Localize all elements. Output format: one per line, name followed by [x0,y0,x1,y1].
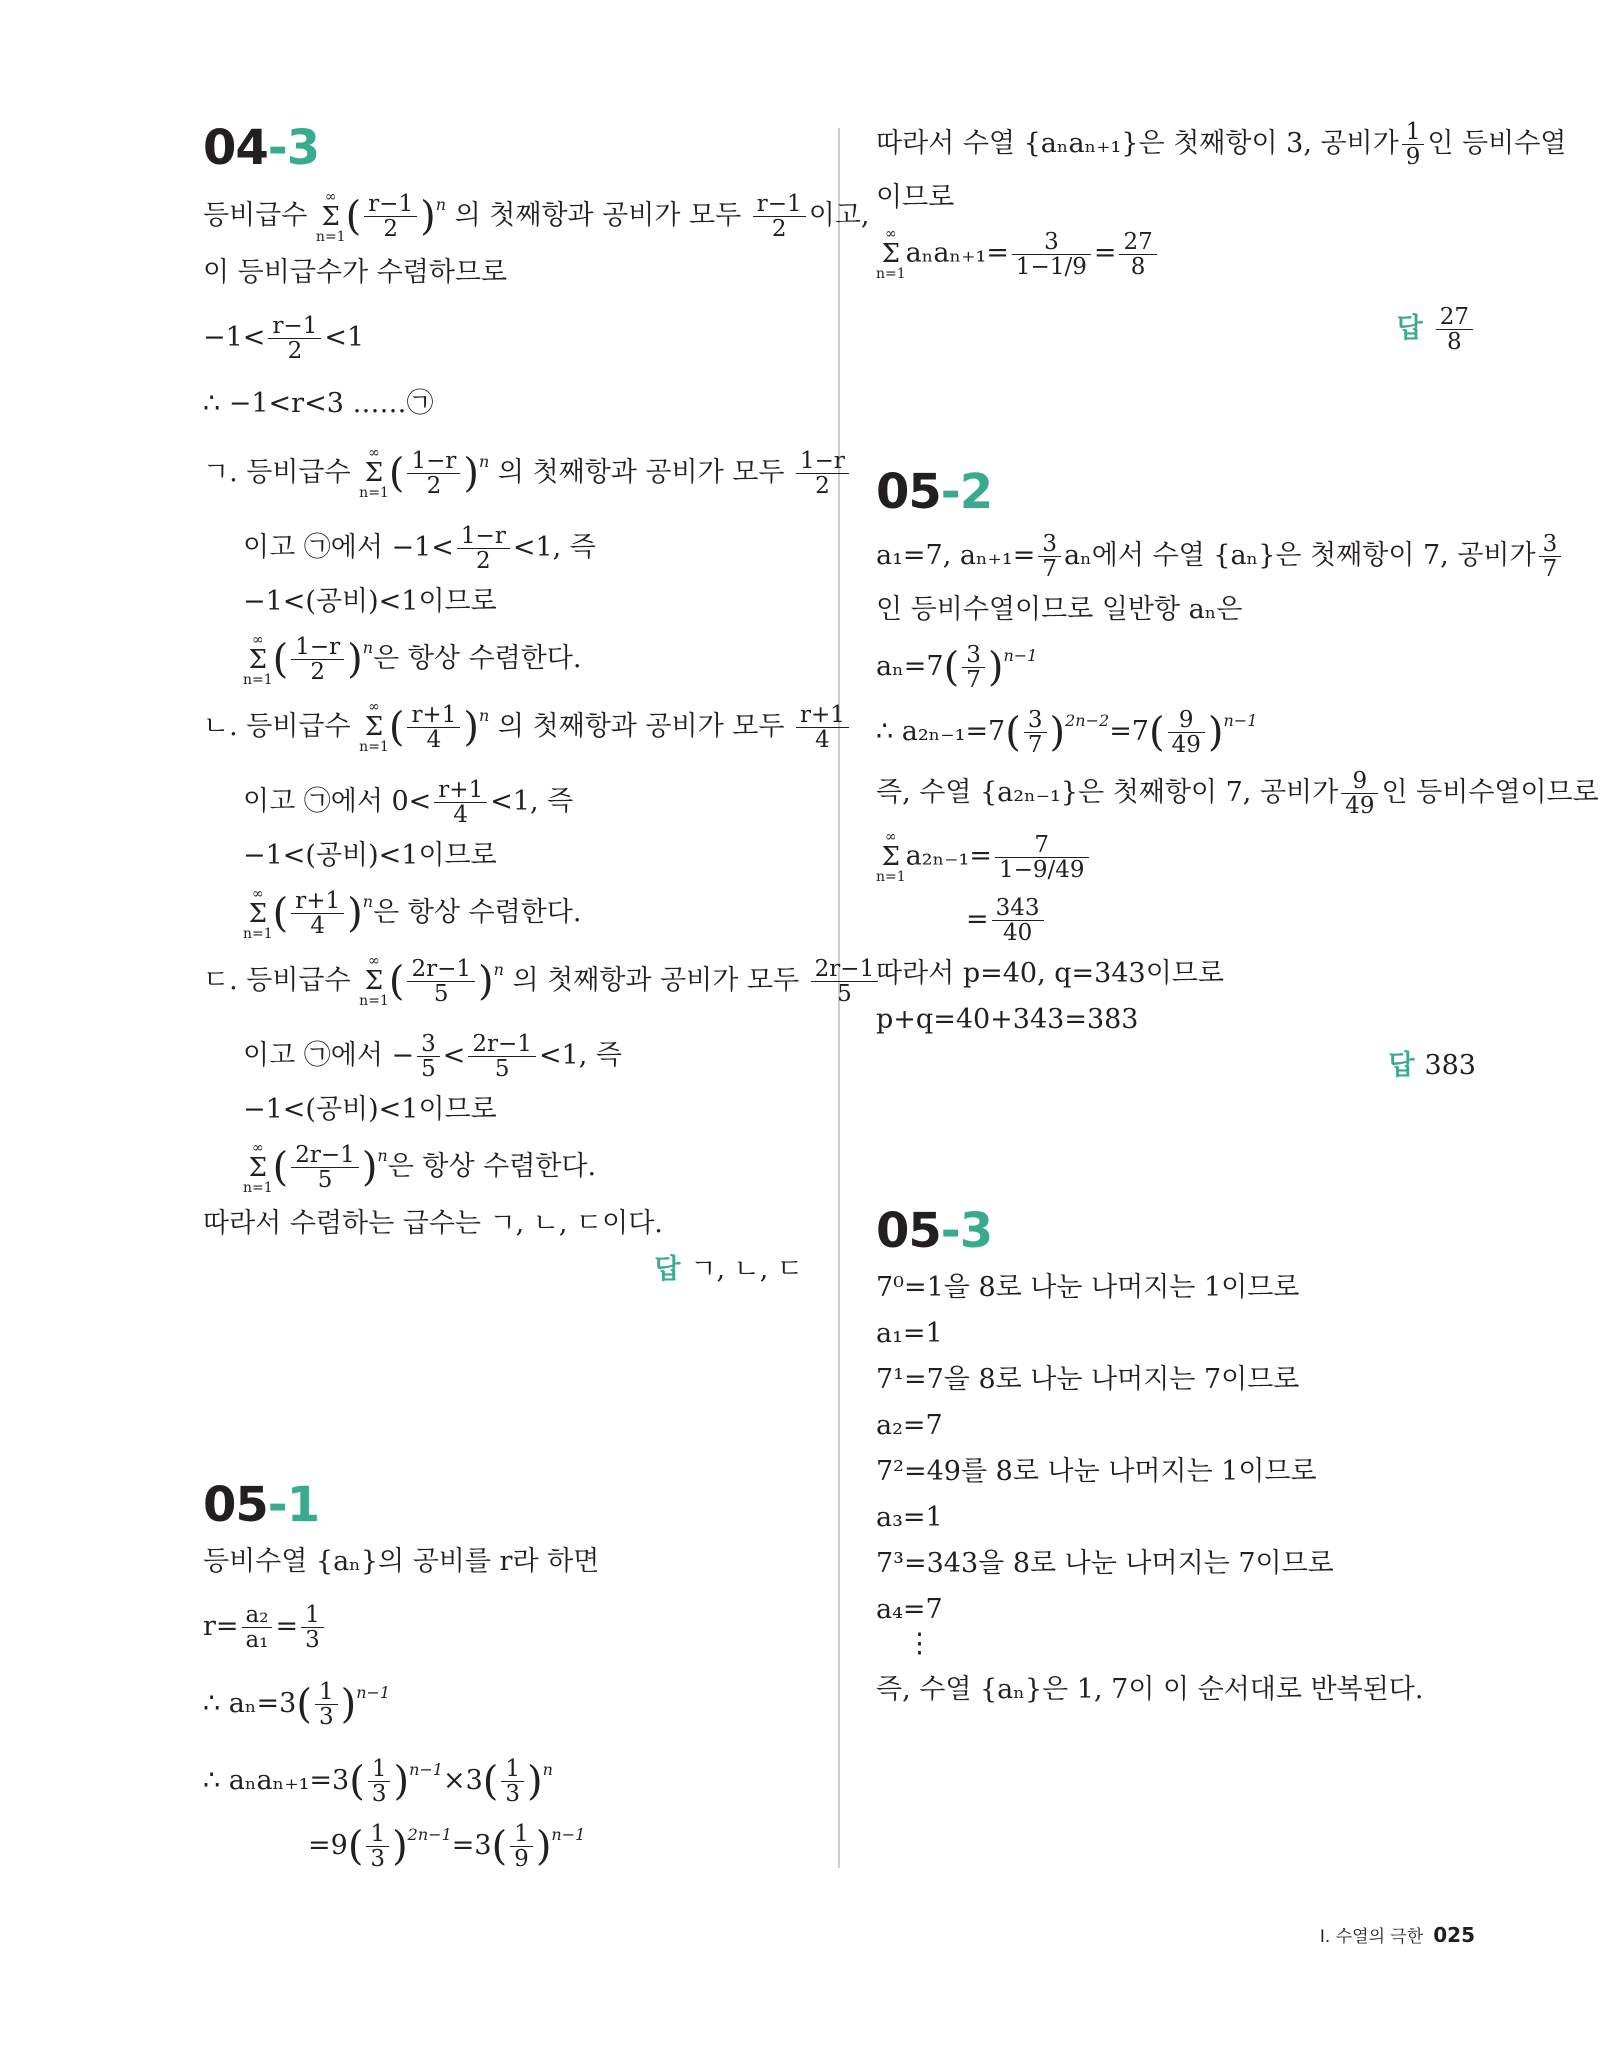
heading-num: 04 [203,120,268,176]
fraction: $\frac{2r-1}{5}$ [407,957,475,1006]
page-number: 025 [1433,1923,1475,1947]
sigma-symbol: ∞ Σ n=1 [359,953,389,1009]
fraction: $\frac{r+1}{4}$ [291,889,344,938]
fraction: $\frac{r+1}{4}$ [434,778,487,827]
fraction: $\frac{2r-1}{5}$ [291,1143,359,1192]
page-footer [1320,1922,1475,1947]
fraction: $\frac{r+1}{4}$ [407,703,460,752]
line: ∞ Σ n=1aₙaₙ₊₁= $\frac{3}{1-1/9}$ = $\frac{27}{8}$ [876,227,1476,281]
right-column [876,119,1599,1707]
ellipsis: ⋮ [906,1628,933,1659]
fraction: $\frac{1}{3}$ [501,1757,524,1806]
line: 즉, 수열 {a₂ₙ₋₁}은 첫째항이 7, 공비가 $\frac{9}{49}$ 인 등비수열이므로 [876,768,1599,819]
chapter-label: Ⅰ. 수열의 극한 [1319,1927,1424,1947]
line: a₁=1 [876,1318,943,1349]
heading-05-1: 05-1 [203,1476,320,1533]
fraction: $\frac{1}{3}$ [301,1603,324,1652]
heading-sub: 3 [286,120,320,176]
fraction: $\frac{2r-1}{5}$ [468,1032,536,1081]
line-p2: 이 등비급수가 수렴하므로 [203,256,508,288]
fraction: $\frac{1-r}{2}$ [407,449,460,498]
answer-05-2: 답 383 [1388,1050,1476,1081]
line-ineq: −1< $\frac{r-1}{2}$ <1 [203,312,365,364]
fraction: $\frac{1}{9}$ [1402,120,1425,169]
line: ∞ Σ n=1( $\frac{1-r}{2}$ )$^n$은 항상 수렴한다. [243,631,582,688]
line: 이므로 [876,182,955,213]
left-column [203,120,875,1872]
sigma-symbol: ∞ Σ n=1 [359,699,389,755]
line: 7¹=7을 8로 나눈 나머지는 7이므로 [876,1364,1300,1395]
line: 7²=49를 8로 나눈 나머지는 1이므로 [876,1456,1317,1487]
line: = $\frac{343}{40}$ [876,896,1476,945]
line: −1<(공비)<1이므로 [243,586,497,617]
fraction: $\frac{3}{5}$ [417,1032,440,1081]
line: 이고 ㉠에서 − $\frac{3}{5}$ < $\frac{2r-1}{5}$ <1, 즉 [243,1031,622,1082]
sigma-symbol: ∞ Σ n=1 [876,829,906,885]
fraction: $\frac{\text{a₂}}{\text{a₁}}$ [242,1603,273,1652]
item-nieun: ㄴ. 등비급수 ∞ Σ n=1( $\frac{r+1}{4}$ )$^n$ 의 첫째항과 공비가 모두 $\frac{r+1}{4}$ [203,699,803,755]
line: 따라서 수열 {aₙaₙ₊₁}은 첫째항이 3, 공비가 $\frac{1}{9}$ 인 등비수열 [876,119,1567,170]
answer-05-1: 답 $\frac{27}{8}$ [876,305,1476,354]
line: −1<(공비)<1이므로 [243,840,497,871]
line: p+q=40+343=383 [876,1004,1139,1035]
line: ∴ aₙ=3( $\frac{1}{3}$ )$^{n-1}$ [203,1678,391,1730]
fraction: $\frac{r-1}{2}$ [268,314,321,363]
heading-dash: - [267,120,287,176]
sigma-symbol: ∞ Σ n=1 [876,226,906,282]
fraction: $\frac{1}{3}$ [366,1822,389,1871]
heading-05-2: 05-2 [876,464,993,520]
conclusion: 따라서 수렴하는 급수는 ㄱ, ㄴ, ㄷ이다. [203,1207,663,1239]
fraction: $\frac{3}{7}$ [962,643,985,692]
line: =9( $\frac{1}{3}$ )$^{2n-1}$=3( $\frac{1}{9}$ )$^{n-1}$ [308,1820,586,1872]
fraction: $\frac{343}{40}$ [992,896,1044,945]
fraction: $\frac{27}{8}$ [1436,305,1473,354]
fraction: $\frac{r-1}{2}$ [364,192,417,241]
text: 등비급수 [203,200,308,231]
fraction: $\frac{1-r}{2}$ [457,524,510,573]
fraction: $\frac{1-r}{2}$ [796,449,849,498]
line: a₂=7 [876,1410,943,1441]
fraction: $\frac{7}{1-9/49}$ [995,833,1089,882]
fraction: $\frac{2r-1}{5}$ [811,957,879,1006]
fraction: $\frac{9}{49}$ [1341,769,1378,818]
line: 즉, 수열 {aₙ}은 1, 7이 이 순서대로 반복된다. [876,1674,1424,1705]
line: ∴ a₂ₙ₋₁=7( $\frac{3}{7}$ )$^{2n-2}$=7( $\frac{9}{49}$ )$^{n-1}$ [876,707,1258,758]
line: 인 등비수열이므로 일반항 aₙ은 [876,594,1243,625]
fraction: $\frac{r+1}{4}$ [796,703,849,752]
line-p1: 등비급수 ∞ Σ n=1( $\frac{r-1}{2}$ )$^n$ 의 첫째항과 공비가 모두 $\frac{r-1}{2}$ 이고, [203,188,870,245]
heading-05-3: 05-3 [876,1203,993,1259]
fraction: $\frac{3}{7}$ [1038,532,1061,581]
item-digeut: ㄷ. 등비급수 ∞ Σ n=1( $\frac{2r-1}{5}$ )$^n$ 의 첫째항과 공비가 모두 $\frac{2r-1}{5}$ [203,953,803,1009]
line: ∞ Σ n=1( $\frac{r+1}{4}$ )$^n$은 항상 수렴한다. [243,885,582,942]
fraction: $\frac{3}{1-1/9}$ [1012,230,1091,279]
fraction: $\frac{3}{7}$ [1024,708,1047,757]
line: 등비수열 {aₙ}의 공비를 r라 하면 [203,1545,600,1577]
line: r= $\frac{\text{a₂}}{\text{a₁}}$ = $\frac{1}{3}$ [203,1603,803,1652]
fraction: $\frac{r-1}{2}$ [753,192,806,241]
line: ∞ Σ n=1a₂ₙ₋₁= $\frac{7}{1-9/49}$ [876,830,1476,884]
fraction: $\frac{1}{9}$ [510,1822,533,1871]
sigma-symbol: ∞ Σ n=1 [243,885,273,942]
fraction: $\frac{27}{8}$ [1119,230,1156,279]
answer-tag: 답 [654,1253,681,1285]
sigma-symbol: ∞ Σ n=1 [243,1139,273,1196]
line: 7⁰=1을 8로 나눈 나머지는 1이므로 [876,1272,1300,1303]
fraction: $\frac{1}{3}$ [368,1757,391,1806]
fraction: $\frac{9}{49}$ [1168,708,1205,757]
text: 의 첫째항과 공비가 모두 [454,200,742,231]
fraction: $\frac{3}{7}$ [1539,532,1562,581]
line: a₁=7, aₙ₊₁= $\frac{3}{7}$ aₙ에서 수열 {aₙ}은 첫째항이 7, 공비가 $\frac{3}{7}$ [876,532,1476,581]
sigma-symbol: ∞ Σ n=1 [315,188,346,245]
line: aₙ=7( $\frac{3}{7}$ )$^{n-1}$ [876,642,1038,693]
line: ∴ aₙaₙ₊₁=3( $\frac{1}{3}$ )$^{n-1}$×3( $\frac{1}{3}$ )$^n$ [203,1755,553,1807]
line: 따라서 p=40, q=343이므로 [876,958,1224,989]
line: a₃=1 [876,1502,943,1533]
line: 이고 ㉠에서 0< $\frac{r+1}{4}$ <1, 즉 [243,777,574,828]
line-range: ∴ −1<r<3 ……㉠ [203,387,434,419]
line: 7³=343을 8로 나눈 나머지는 7이므로 [876,1548,1334,1579]
line: −1<(공비)<1이므로 [243,1094,497,1125]
sigma-symbol: ∞ Σ n=1 [243,631,273,688]
line: ∞ Σ n=1( $\frac{2r-1}{5}$ )$^n$은 항상 수렴한다. [243,1139,597,1196]
fraction: $\frac{1-r}{2}$ [291,635,344,684]
sigma-symbol: ∞ Σ n=1 [359,445,389,501]
line: 이고 ㉠에서 −1< $\frac{1-r}{2}$ <1, 즉 [243,523,596,574]
line: a₄=7 [876,1594,943,1625]
answer-04-3: 답 ㄱ, ㄴ, ㄷ [654,1253,803,1285]
item-giyeok: ㄱ. 등비급수 ∞ Σ n=1( $\frac{1-r}{2}$ )$^n$ 의 첫째항과 공비가 모두 $\frac{1-r}{2}$ [203,445,803,501]
heading-04-3 [203,120,803,176]
fraction: $\frac{1}{3}$ [315,1680,338,1729]
